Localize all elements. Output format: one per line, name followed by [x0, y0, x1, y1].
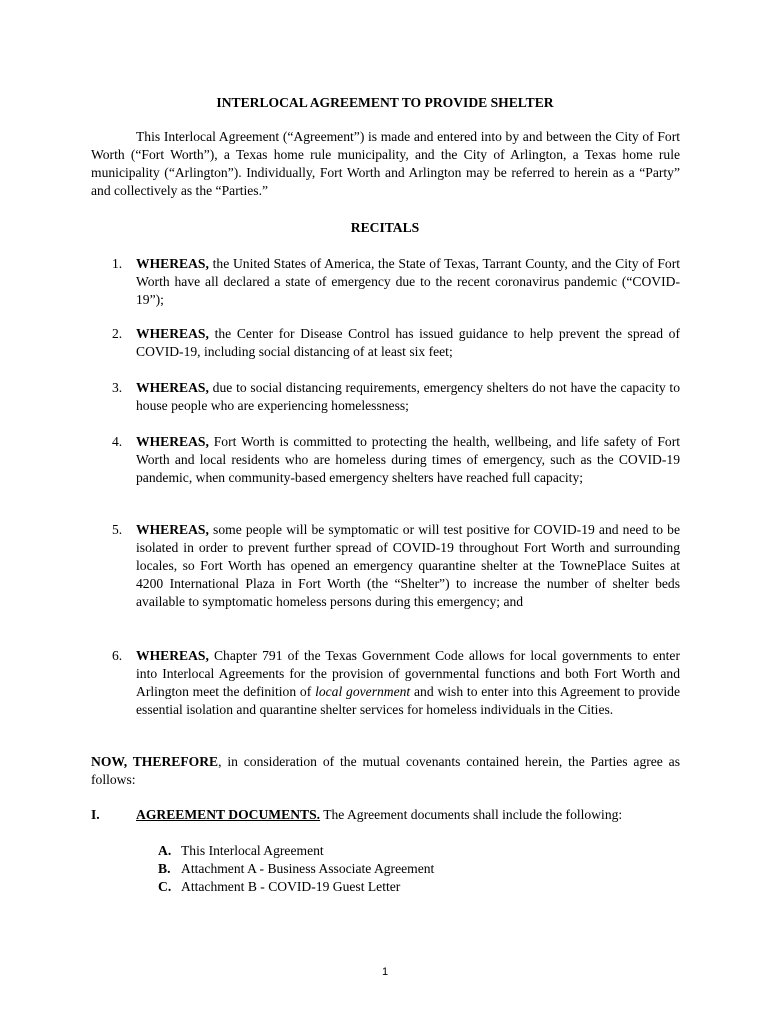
list-item-letter: A.	[158, 843, 172, 858]
recital-item	[112, 255, 680, 309]
now-therefore-paragraph	[91, 753, 680, 789]
recital-lead: WHEREAS,	[136, 522, 209, 537]
recital-number: 5.	[112, 522, 123, 537]
list-item-text: Attachment B - COVID-19 Guest Letter	[181, 879, 401, 894]
recital-item	[112, 433, 680, 487]
recital-item	[112, 521, 680, 611]
recital-item	[112, 379, 680, 415]
recital-italic-term: local government	[315, 684, 411, 699]
recital-text: the Center for Disease Control has issued guidance to help prevent the spread of COVID-19, including social distancing of at least six feet;	[136, 326, 680, 359]
recital-lead: WHEREAS,	[136, 648, 209, 663]
recital-item	[112, 647, 680, 719]
list-item-letter: B.	[158, 861, 171, 876]
document-title: INTERLOCAL AGREEMENT TO PROVIDE SHELTER	[216, 95, 554, 110]
recital-number: 1.	[112, 256, 123, 271]
list-item	[158, 842, 434, 860]
section-number: I.	[91, 807, 100, 822]
recital-text: some people will be symptomatic or will test positive for COVID-19 and need to be isolated in order to prevent further spread of COVID-19 throughout Fort Worth and surrounding locales, so Fort Worth has opened an emergency quarantine shelter at the TownePlace Suites at 4200 International Plaza in Fort Worth (the “Shelter”) to increase the number of shelter beds available to symptomatic homeless persons during this emergency; and	[136, 522, 680, 609]
list-item-text: This Interlocal Agreement	[181, 843, 324, 858]
recital-number: 6.	[112, 648, 123, 663]
recital-text: and wish to enter into this Agreement to provide essential isolation and quarantine shelter services for homeless individuals in the Cities.	[136, 684, 680, 717]
list-item	[158, 860, 434, 878]
list-item-letter: C.	[158, 879, 172, 894]
section-text: The Agreement documents shall include the following:	[320, 807, 623, 822]
list-item-text: Attachment A - Business Associate Agreement	[181, 861, 435, 876]
recital-text: due to social distancing requirements, emergency shelters do not have the capacity to house people who are experiencing homelessness;	[136, 380, 680, 413]
recitals-heading: RECITALS	[350, 220, 420, 235]
intro-paragraph: This Interlocal Agreement (“Agreement”) is made and entered into by and between the City of Fort Worth (“Fort Worth”), a Texas home rule municipality, and the City of Arlington, a Texas home rule municipality (“Arlington”). Individually, Fort Worth and Arlington may be referred to herein as a “Party” and collectively as the “Parties.”	[91, 129, 680, 198]
recital-item	[112, 325, 680, 361]
recital-number: 4.	[112, 434, 123, 449]
page-number: 1	[381, 966, 389, 978]
agreement-documents-list	[158, 842, 434, 896]
list-item	[158, 878, 434, 896]
section-heading	[136, 806, 622, 824]
recital-text: the United States of America, the State of Texas, Tarrant County, and the City of Fort Worth have all declared a state of emergency due to the recent coronavirus pandemic (“COVID-19”);	[136, 256, 680, 307]
now-therefore-text: , in consideration of the mutual covenants contained herein, the Parties agree as follows:	[91, 754, 680, 787]
recital-text: Chapter 791 of the Texas Government Code allows for local governments to enter into Interlocal Agreements for the provision of governmental functions and both Fort Worth and Arlington meet the definition of	[136, 648, 680, 699]
recital-lead: WHEREAS,	[136, 326, 209, 341]
recital-lead: WHEREAS,	[136, 256, 209, 271]
recital-lead: WHEREAS,	[136, 380, 209, 395]
recital-text: Fort Worth is committed to protecting the health, wellbeing, and life safety of Fort Worth and local residents who are homeless during times of emergency, such as the COVID-19 pandemic, when community-based emergency shelters have reached full capacity;	[136, 434, 680, 485]
recital-number: 2.	[112, 326, 123, 341]
section-title: AGREEMENT DOCUMENTS.	[136, 807, 321, 822]
recital-number: 3.	[112, 380, 123, 395]
now-therefore-lead: NOW, THEREFORE	[91, 754, 219, 769]
recital-lead: WHEREAS,	[136, 434, 209, 449]
